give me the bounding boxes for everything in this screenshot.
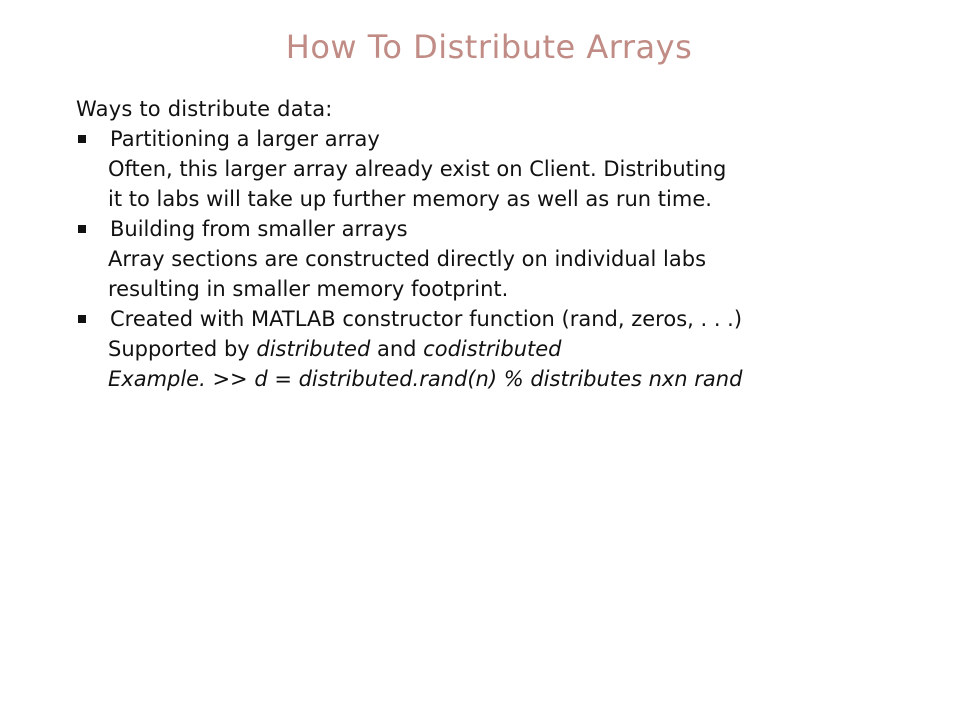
bullet-detail-line: resulting in smaller memory footprint. (108, 277, 509, 301)
bullet-building (76, 214, 936, 244)
bullet-heading: Building from smaller arrays (110, 217, 408, 241)
supported-and: and (370, 337, 424, 361)
slide-title: How To Distribute Arrays (285, 28, 693, 66)
slide-body (76, 94, 936, 394)
bullet-detail-line: Array sections are constructed directly on individual labs (108, 247, 707, 271)
square-bullet-icon (78, 135, 86, 143)
bullet-constructor (76, 304, 936, 334)
bullet-detail-line: Often, this larger array already exist on Client. Distributing (108, 157, 727, 181)
codistributed-term: codistributed (423, 337, 562, 361)
square-bullet-icon (78, 225, 86, 233)
bullet-detail-line: it to labs will take up further memory as well as run time. (108, 187, 712, 211)
distributed-term: distributed (256, 337, 371, 361)
example-code: Example. >> d = distributed.rand(n) % distributes nxn rand (108, 367, 743, 391)
bullet-heading: Partitioning a larger array (110, 127, 380, 151)
example-line (76, 364, 936, 394)
square-bullet-icon (78, 315, 86, 323)
intro-text: Ways to distribute data: (76, 97, 333, 121)
bullet-heading: Created with MATLAB constructor function (rand, zeros, . . .) (110, 307, 743, 331)
supported-prefix: Supported by (108, 337, 257, 361)
supported-by-line (76, 334, 936, 364)
bullet-partitioning (76, 124, 936, 154)
